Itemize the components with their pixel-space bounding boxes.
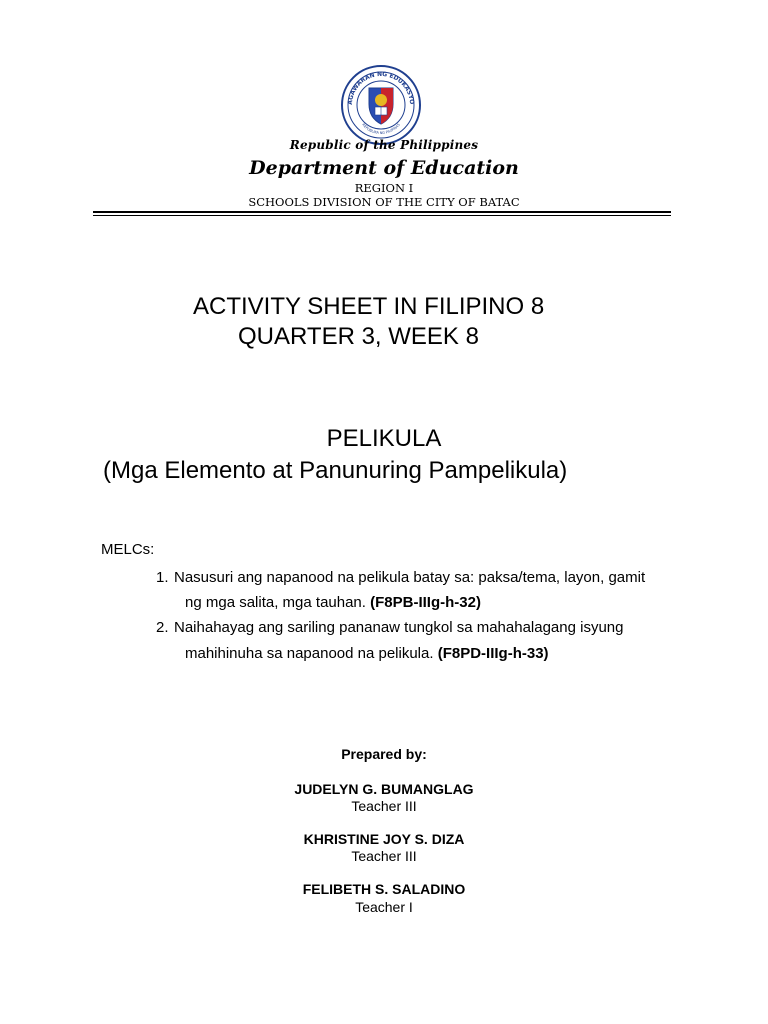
- melc-item-line: [185, 645, 549, 662]
- author-name: KHRISTINE JOY S. DIZA: [303, 831, 465, 847]
- quarter-week-title: QUARTER 3, WEEK 8: [238, 323, 479, 350]
- melc-number: 2.: [156, 619, 169, 636]
- prepared-by-label: Prepared by:: [341, 746, 427, 762]
- melc-item-text: ng mga salita, mga tauhan.: [185, 594, 366, 611]
- melc-item-line: Naihahayag ang sariling pananaw tungkol sa mahahalagang isyung: [174, 619, 624, 636]
- region-label: REGION I: [354, 181, 414, 195]
- author-position: Teacher I: [355, 899, 413, 915]
- seal-bottom-text: REPUBLIKA NG PILIPINAS: [361, 122, 401, 136]
- department-heading: Department of Education: [249, 157, 519, 179]
- topic-title: PELIKULA: [326, 425, 442, 452]
- seal-top-text: AGAWARAN NG EDUKASYO: [346, 70, 416, 106]
- melc-item-line: [185, 594, 481, 611]
- header-divider: [93, 211, 671, 213]
- melc-item-text: mahihinuha sa napanood na pelikula.: [185, 645, 434, 662]
- author-name: JUDELYN G. BUMANGLAG: [294, 781, 474, 797]
- deped-seal: [340, 64, 422, 146]
- melc-item-line: Nasusuri ang napanood na pelikula batay sa: paksa/tema, layon, gamit: [174, 569, 646, 586]
- melcs-label: MELCs:: [101, 541, 155, 558]
- topic-subtitle: (Mga Elemento at Panunuring Pampelikula): [103, 457, 568, 484]
- melc-code: (F8PB-IIIg-h-32): [370, 594, 481, 611]
- author-position: Teacher III: [351, 798, 417, 814]
- author-position: Teacher III: [351, 848, 417, 864]
- melc-number: 1.: [156, 569, 169, 586]
- republic-heading: Republic of the Philippines: [289, 138, 479, 152]
- activity-sheet-title: ACTIVITY SHEET IN FILIPINO 8: [193, 293, 545, 320]
- division-label: SCHOOLS DIVISION OF THE CITY OF BATAC: [248, 195, 520, 209]
- melc-code: (F8PD-IIIg-h-33): [437, 645, 549, 662]
- author-name: FELIBETH S. SALADINO: [302, 881, 466, 897]
- header-divider-thin: [93, 215, 671, 216]
